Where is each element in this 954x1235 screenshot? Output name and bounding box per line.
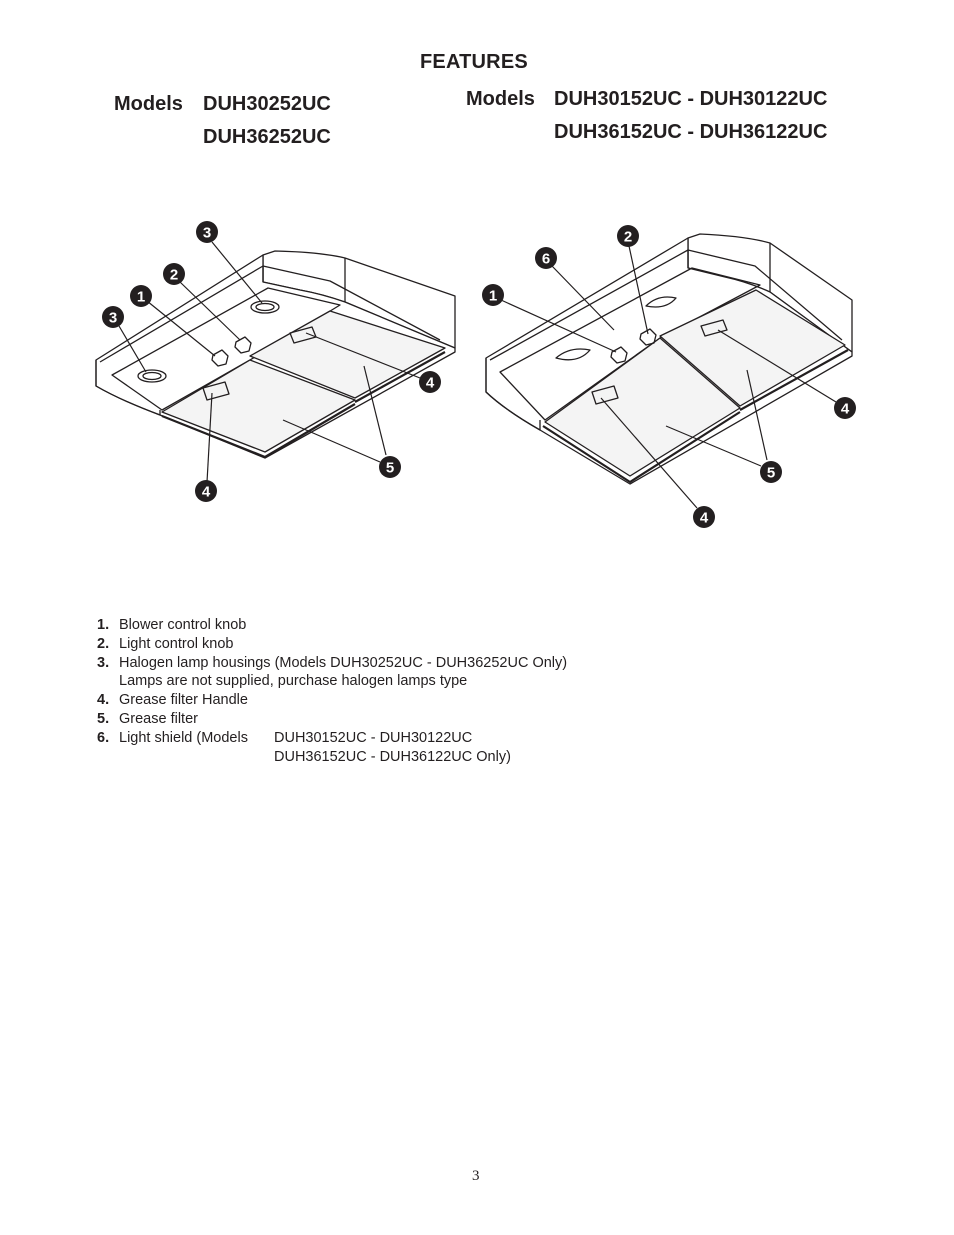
svg-text:2: 2 — [623, 228, 633, 246]
list-number: 2. — [97, 635, 110, 652]
left-hood-diagram — [90, 215, 460, 515]
callout-4-bottom — [693, 506, 715, 528]
svg-text:6: 6 — [541, 250, 551, 268]
right-hood-diagram — [478, 222, 860, 530]
svg-text:5: 5 — [385, 459, 395, 477]
callout-6 — [535, 247, 557, 269]
list-text: Grease filter Handle — [119, 692, 248, 709]
list-number: 4. — [97, 692, 110, 709]
left-model-line-1: DUH30252UC — [203, 93, 331, 115]
callout-2 — [617, 225, 639, 247]
right-model-line-2: DUH36152UC - DUH36122UC — [554, 121, 828, 143]
svg-text:1: 1 — [488, 287, 498, 305]
list-number: 3. — [97, 654, 110, 671]
features-list — [97, 616, 567, 766]
svg-text:3: 3 — [108, 309, 118, 327]
svg-text:4: 4 — [840, 400, 850, 418]
list-item-continued — [97, 748, 567, 767]
right-models-label: Models — [466, 88, 535, 110]
callout-2 — [163, 263, 185, 285]
callout-5 — [760, 461, 782, 483]
svg-text:3: 3 — [202, 224, 212, 242]
callout-4-right — [834, 397, 856, 419]
callout-1 — [482, 284, 504, 306]
svg-text:4: 4 — [699, 509, 709, 527]
left-leader-5a — [283, 420, 380, 462]
callout-5 — [379, 456, 401, 478]
right-model-line-1: DUH30152UC - DUH30122UC — [554, 88, 828, 110]
page-title: FEATURES — [420, 51, 528, 73]
list-item — [97, 691, 567, 710]
callout-1 — [130, 285, 152, 307]
list-item — [97, 729, 567, 748]
list-item — [97, 635, 567, 654]
list-text-models: DUH36152UC - DUH36122UC Only) — [274, 748, 511, 765]
list-text: Blower control knob — [119, 617, 247, 633]
list-item — [97, 616, 567, 635]
list-item — [97, 654, 567, 673]
callout-4-bottom — [195, 480, 217, 502]
list-number: 6. — [97, 729, 110, 746]
left-model-line-2: DUH36252UC — [203, 126, 331, 148]
callout-3-side — [102, 306, 124, 328]
svg-text:1: 1 — [136, 288, 146, 306]
list-text-models: DUH30152UC - DUH30122UC — [274, 729, 473, 746]
callout-3-top — [196, 221, 218, 243]
left-models-label: Models — [114, 93, 183, 115]
list-number: 5. — [97, 710, 110, 727]
list-text-continued: Lamps are not supplied, purchase halogen lamps type — [119, 673, 468, 690]
svg-text:5: 5 — [766, 464, 776, 482]
callout-4-right — [419, 371, 441, 393]
list-item — [97, 710, 567, 729]
list-number: 1. — [97, 617, 110, 633]
list-text: Halogen lamp housings (Models DUH30252UC - DUH36252UC Only) — [119, 654, 568, 671]
list-text: Light shield (Models — [119, 729, 248, 746]
list-text: Grease filter — [119, 710, 198, 727]
svg-text:2: 2 — [169, 266, 179, 284]
page-number: 3 — [472, 1168, 480, 1184]
svg-text:4: 4 — [425, 374, 435, 392]
list-text: Light control knob — [119, 635, 234, 652]
svg-text:4: 4 — [201, 483, 211, 501]
